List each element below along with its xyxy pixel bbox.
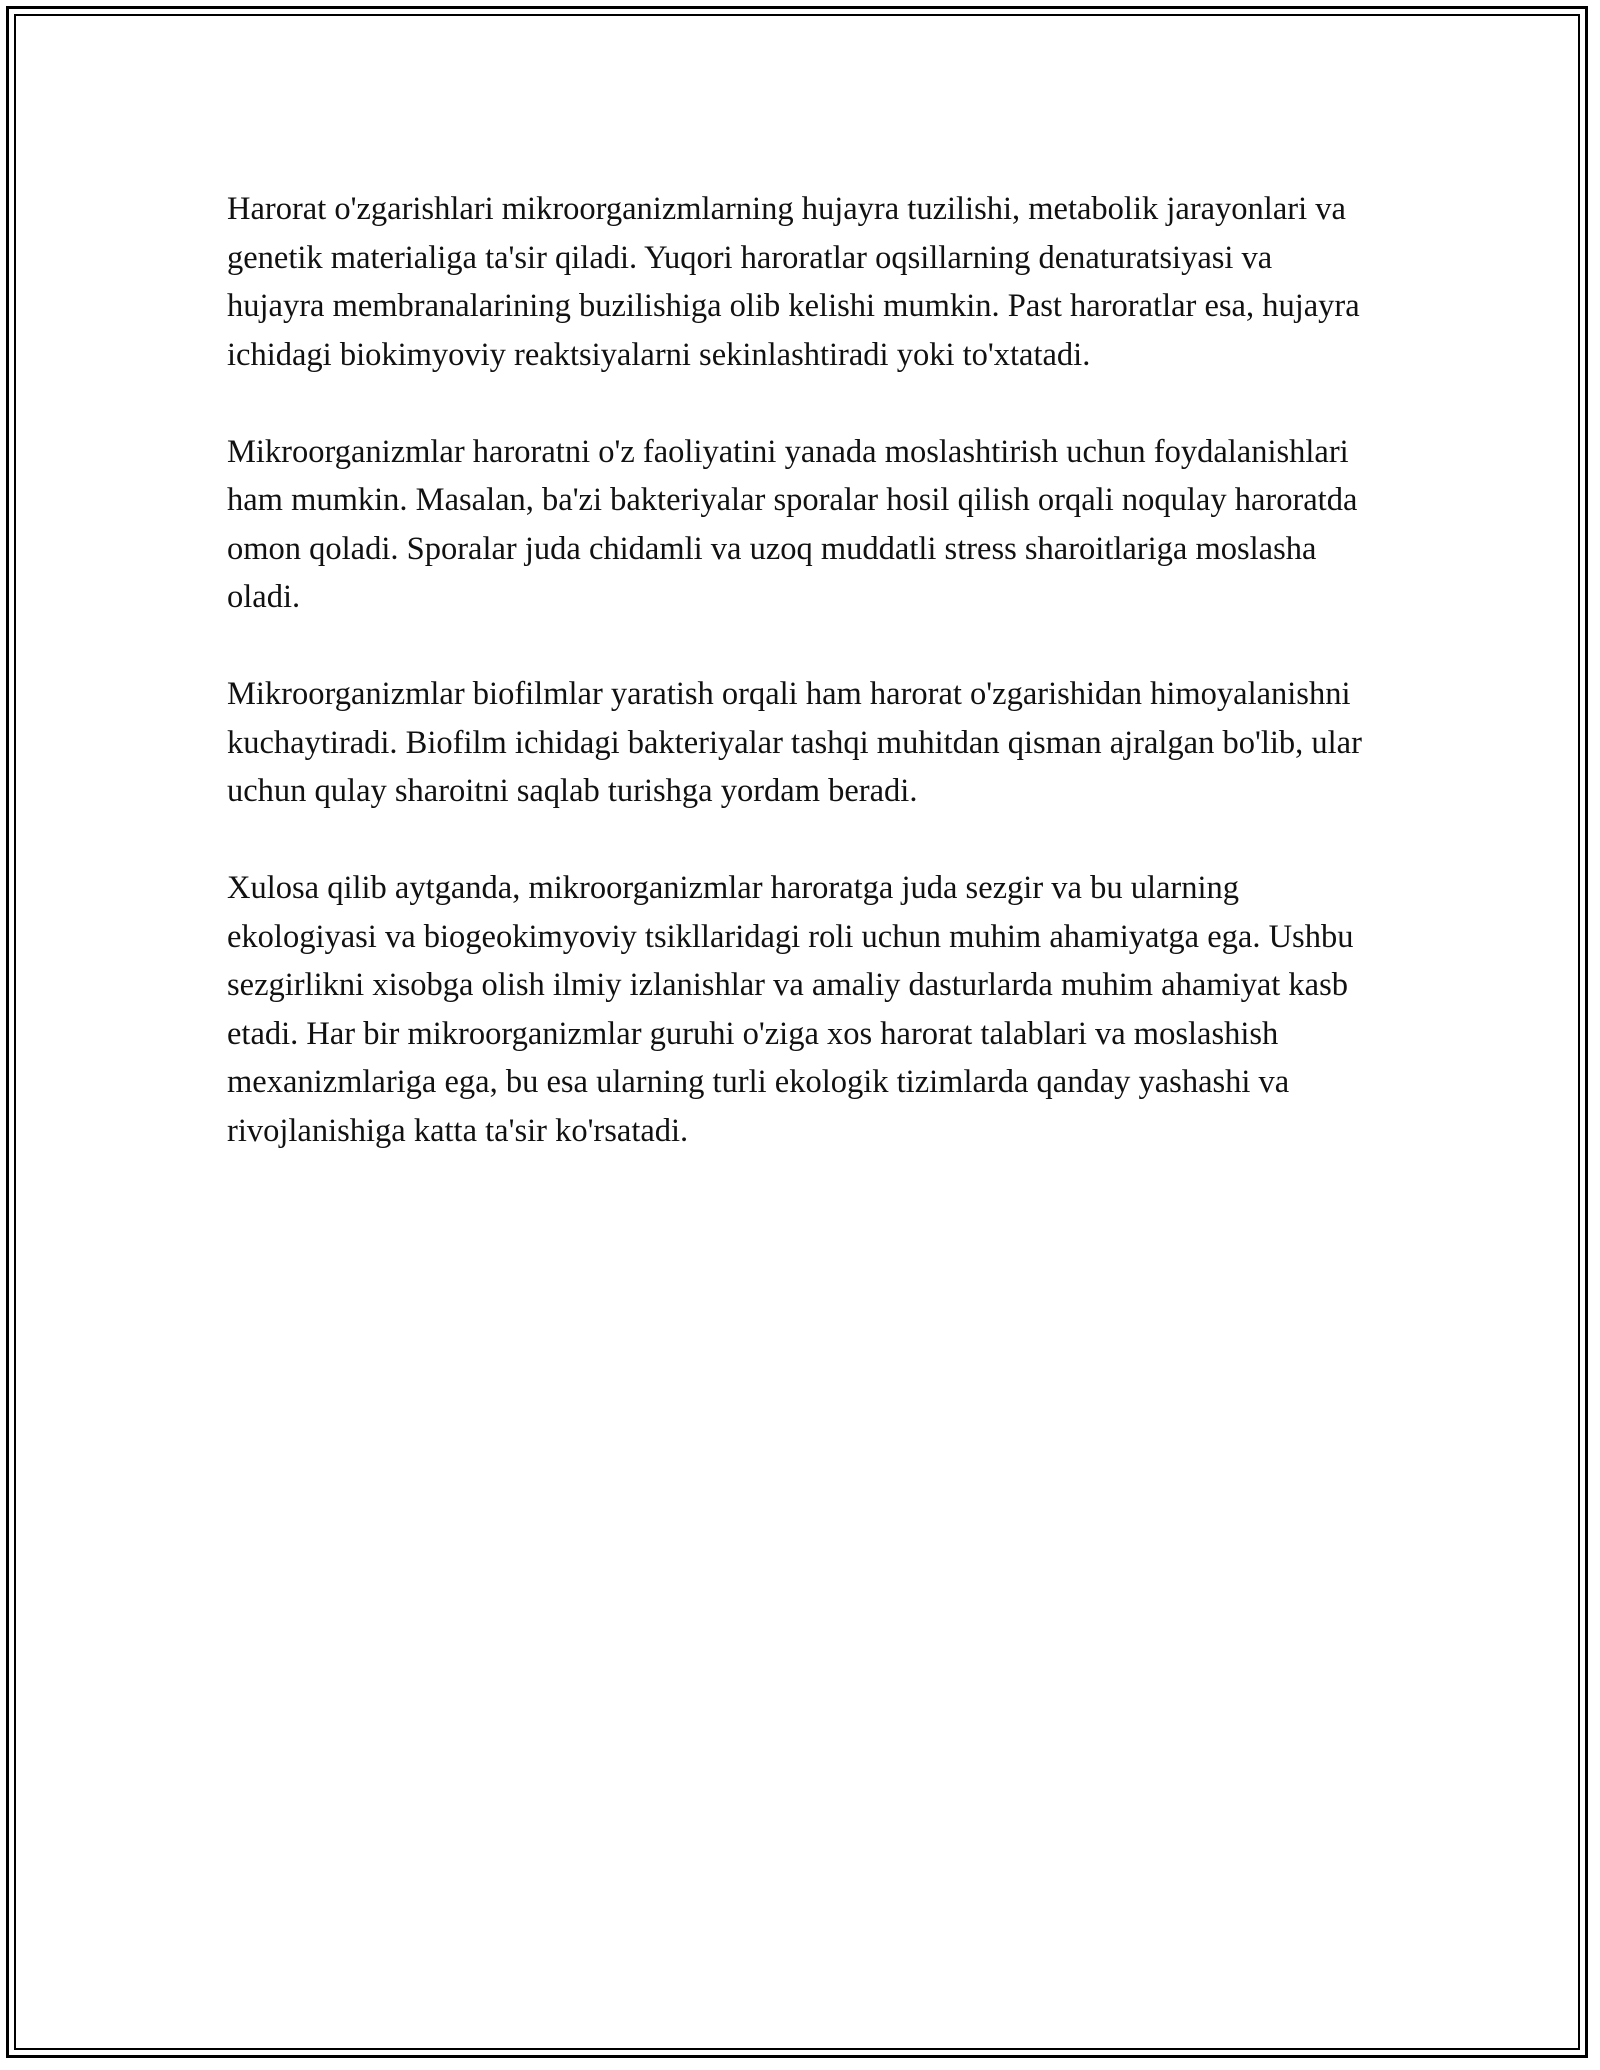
paragraph-3: Mikroorganizmlar biofilmlar yaratish orqali ham harorat o'zgarishidan himoyalanishni kuchaytiradi. Biofilm ichidagi bakteriyalar tashqi muhitdan qisman ajralgan bo'lib, ular uchun qulay sharoitni saqlab turishga yordam beradi. xyxy=(227,676,1362,809)
paragraph-1: Harorat o'zgarishlari mikroorganizmlarning hujayra tuzilishi, metabolik jarayonlari va genetik materialiga ta'sir qiladi. Yuqori haroratlar oqsillarning denaturatsiyasi va hujayra membranalarining buzilishiga olib kelishi mumkin. Past haroratlar esa, hujayra ichidagi biokimyoviy reaktsiyalarni sekinlashtiradi yoki to'xtatadi. xyxy=(227,191,1360,373)
paragraph-4: Xulosa qilib aytganda, mikroorganizmlar haroratga juda sezgir va bu ularning ekologiyasi va biogeokimyoviy tsikllaridagi roli uchun muhim ahamiyatga ega. Ushbu sezgirlikni xisobga olish ilmiy izlanishlar va amaliy dasturlarda muhim ahamiyat kasb etadi. Har bir mikroorganizmlar guruhi o'ziga xos harorat talablari va moslashish mexanizmlariga ega, bu esa ularning turli ekologik tizimlarda qanday yashashi va rivojlanishiga katta ta'sir ko'rsatadi. xyxy=(227,870,1354,1149)
paragraph-2: Mikroorganizmlar haroratni o'z faoliyatini yanada moslashtirish uchun foydalanishlari ham mumkin. Masalan, ba'zi bakteriyalar sporalar hosil qilish orqali noqulay haroratda omon qoladi. Sporalar juda chidamli va uzoq muddatli stress sharoitlariga moslasha oladi. xyxy=(227,433,1358,615)
document-body xyxy=(227,185,1377,1204)
